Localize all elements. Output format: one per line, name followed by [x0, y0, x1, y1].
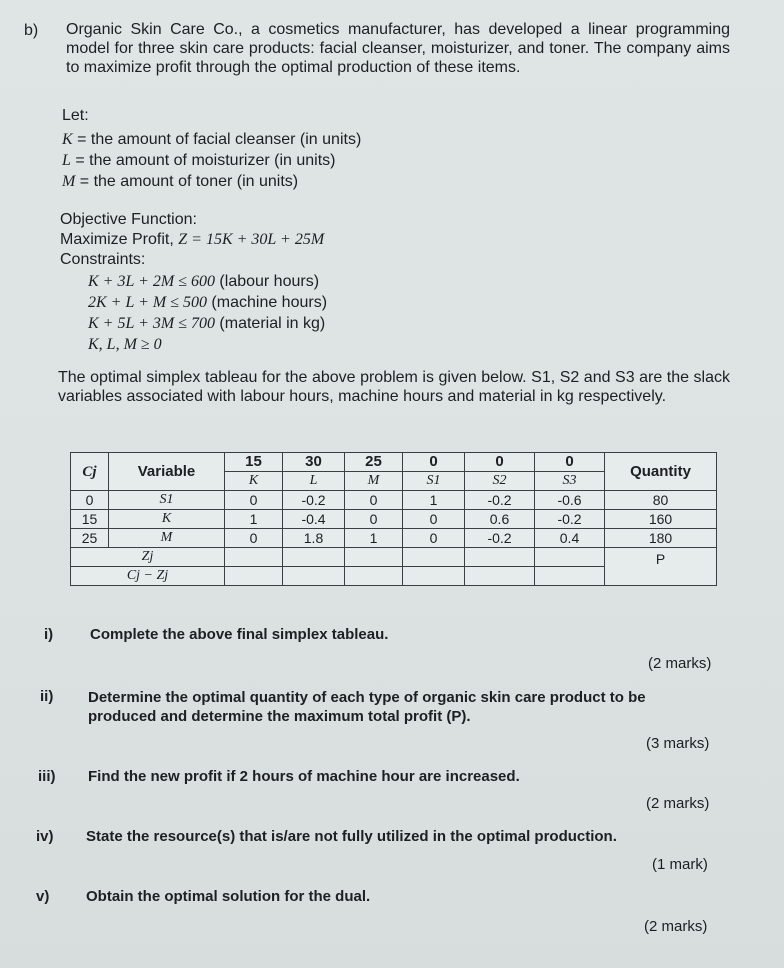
- constraint-nonnegativity: [88, 335, 162, 354]
- zj-row: [71, 548, 717, 567]
- variable-symbol: M: [62, 173, 76, 190]
- constraint-expression: K + 5L + 3M ≤ 700: [88, 315, 215, 332]
- column-header-k: K: [225, 472, 283, 491]
- question-number: iv): [36, 828, 54, 845]
- variable-header: Variable: [109, 453, 225, 491]
- question-text: Complete the above final simplex tableau.: [90, 626, 389, 643]
- blank-cell: [225, 548, 283, 567]
- table-cell: -0.2: [465, 491, 535, 510]
- row-variable: S1: [109, 491, 225, 510]
- blank-cell: [345, 548, 403, 567]
- cj-value-k: 15: [225, 453, 283, 472]
- cj-value-l: 30: [283, 453, 345, 472]
- variable-text: = the amount of facial cleanser (in units): [77, 131, 362, 148]
- constraint-labour: [88, 272, 319, 291]
- table-cell: -0.6: [535, 491, 605, 510]
- column-header-s3: S3: [535, 472, 605, 491]
- blank-cell: [283, 548, 345, 567]
- question-marks: (2 marks): [648, 655, 712, 672]
- row-quantity: 160: [605, 510, 717, 529]
- table-cell: 0: [225, 529, 283, 548]
- constraint-material: [88, 314, 325, 333]
- column-header-s2: S2: [465, 472, 535, 491]
- simplex-tableau: [70, 452, 717, 586]
- part-label: b): [24, 22, 39, 39]
- blank-cell: [535, 548, 605, 567]
- table-cell: -0.2: [465, 529, 535, 548]
- objective-expression: Z = 15K + 30L + 25M: [178, 231, 325, 248]
- question-marks: (2 marks): [644, 918, 708, 935]
- constraint-expression: K, L, M ≥ 0: [88, 336, 162, 353]
- variable-text: = the amount of toner (in units): [79, 173, 299, 190]
- table-cell: 1: [403, 491, 465, 510]
- cj-values-row: [71, 453, 717, 472]
- row-cj: 25: [71, 529, 109, 548]
- blank-cell: [403, 567, 465, 586]
- table-cell: 0: [225, 491, 283, 510]
- table-row: [71, 491, 717, 510]
- cj-value-m: 25: [345, 453, 403, 472]
- table-cell: 1.8: [283, 529, 345, 548]
- variable-symbol: K: [62, 131, 73, 148]
- table-cell: -0.2: [535, 510, 605, 529]
- constraint-machine: [88, 293, 327, 312]
- blank-cell: [465, 567, 535, 586]
- constraint-note: (material in kg): [214, 315, 326, 332]
- quantity-header: Quantity: [605, 453, 717, 491]
- row-cj: 0: [71, 491, 109, 510]
- question-text: State the resource(s) that is/are not fully utilized in the optimal production.: [86, 828, 617, 845]
- blank-cell: [225, 567, 283, 586]
- question-number: iii): [38, 768, 56, 785]
- table-cell: -0.4: [283, 510, 345, 529]
- question-text: Determine the optimal quantity of each type of organic skin care product to be produced and determine the maximum total profit (P).: [88, 689, 646, 725]
- question-marks: (1 mark): [652, 856, 708, 873]
- objective-label: Objective Function:: [60, 211, 197, 228]
- column-header-m: M: [345, 472, 403, 491]
- cj-header: Cj: [71, 453, 109, 491]
- cj-minus-zj-label: Cj − Zj: [71, 567, 225, 586]
- zj-label: Zj: [71, 548, 225, 567]
- table-row: [71, 510, 717, 529]
- row-cj: 15: [71, 510, 109, 529]
- question-marks: (3 marks): [646, 735, 710, 752]
- question-number: i): [44, 626, 54, 643]
- let-label: Let:: [62, 107, 89, 124]
- row-variable: K: [109, 510, 225, 529]
- table-cell: 0.4: [535, 529, 605, 548]
- variable-def-k: [62, 130, 361, 149]
- blank-cell: [465, 548, 535, 567]
- column-header-s1: S1: [403, 472, 465, 491]
- variable-text: = the amount of moisturizer (in units): [75, 152, 336, 169]
- question-number: v): [36, 888, 50, 905]
- table-cell: 0: [403, 510, 465, 529]
- cj-value-s2: 0: [465, 453, 535, 472]
- constraints-label: Constraints:: [60, 251, 146, 268]
- table-row: [71, 529, 717, 548]
- table-cell: 1: [345, 529, 403, 548]
- intro-paragraph: Organic Skin Care Co., a cosmetics manufacturer, has developed a linear programming model for three skin care products: facial cleanser, moisturizer, and toner. The company aims to maximize profit through the optimal production of these items.: [66, 21, 730, 76]
- tableau-intro-paragraph: The optimal simplex tableau for the above problem is given below. S1, S2 and S3 are the slack variables associated with labour hours, machine hours and material in kg respectively.: [58, 369, 730, 405]
- blank-cell: [283, 567, 345, 586]
- row-variable: M: [109, 529, 225, 548]
- cj-value-s3: 0: [535, 453, 605, 472]
- constraint-note: (machine hours): [206, 294, 328, 311]
- blank-cell: [535, 567, 605, 586]
- constraint-note: (labour hours): [214, 273, 320, 290]
- table-cell: 0: [345, 510, 403, 529]
- blank-cell: [403, 548, 465, 567]
- row-quantity: 180: [605, 529, 717, 548]
- question-number: ii): [40, 688, 54, 705]
- constraint-expression: 2K + L + M ≤ 500: [88, 294, 207, 311]
- variable-def-l: [62, 151, 335, 170]
- column-header-l: L: [283, 472, 345, 491]
- question-text: Obtain the optimal solution for the dual.: [86, 888, 371, 905]
- objective-prefix: Maximize Profit,: [60, 231, 179, 248]
- table-cell: -0.2: [283, 491, 345, 510]
- variable-symbol: L: [62, 152, 71, 169]
- variable-def-m: [62, 172, 298, 191]
- cj-value-s1: 0: [403, 453, 465, 472]
- table-cell: 0.6: [465, 510, 535, 529]
- zj-quantity: P: [605, 548, 717, 586]
- table-cell: 0: [345, 491, 403, 510]
- blank-cell: [345, 567, 403, 586]
- table-cell: 0: [403, 529, 465, 548]
- objective-function: [60, 230, 324, 249]
- row-quantity: 80: [605, 491, 717, 510]
- table-cell: 1: [225, 510, 283, 529]
- question-marks: (2 marks): [646, 795, 710, 812]
- constraint-expression: K + 3L + 2M ≤ 600: [88, 273, 215, 290]
- question-text: Find the new profit if 2 hours of machine hour are increased.: [88, 768, 520, 785]
